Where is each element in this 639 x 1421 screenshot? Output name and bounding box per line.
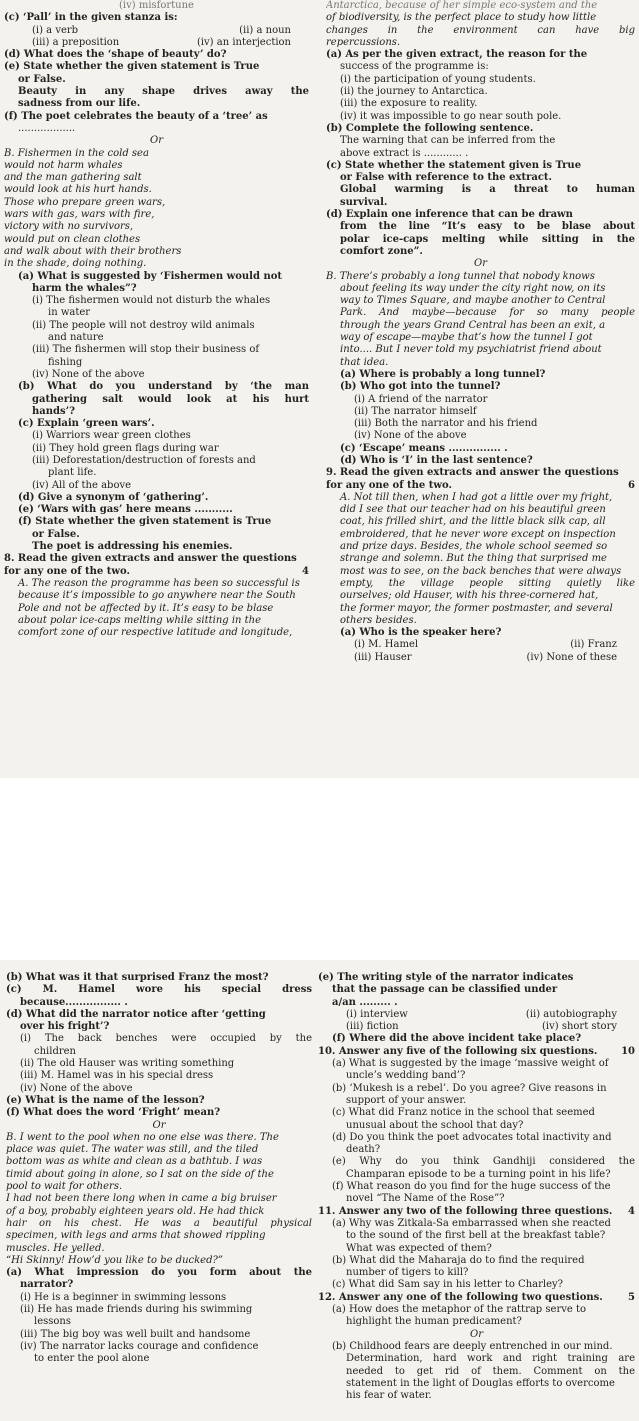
- text-line: (c) What did Franz notice in the school that seemed: [332, 1107, 595, 1119]
- text-line: I had not been there long when in came a big bruiser: [6, 1193, 277, 1205]
- text-line: (iii) The fishermen will stop their business of: [32, 344, 260, 356]
- text-line: (ii) the journey to Antarctica.: [340, 86, 488, 98]
- text-line: (d) Do you think the poet advocates total inactivity and: [332, 1131, 612, 1143]
- text-line: unusual about the school that day?: [346, 1119, 524, 1131]
- text-line: A. Not till then, when I had got a little over my fright,: [340, 491, 613, 503]
- question-heading-text: 8. Read the given extracts and answer the questions: [4, 553, 297, 565]
- text-line: (i) Warriors wear green clothes: [32, 430, 191, 442]
- text-line: Or: [150, 135, 163, 147]
- text-line: of a boy, probably eighteen years old. He had thick: [6, 1205, 265, 1217]
- page-gap: [0, 778, 639, 960]
- text-line: (a) What is suggested by ‘Fishermen would not: [18, 270, 283, 282]
- text-line: B. I went to the pool when no one else was there. The: [6, 1131, 279, 1143]
- text-line: (e) Why do you think Gandhiji considered the: [332, 1156, 635, 1168]
- option-text: (iv) None of these: [526, 651, 617, 663]
- option-text: (i) a verb: [32, 24, 79, 36]
- text-line: embroidered, that he never wore except on inspection: [340, 528, 616, 540]
- text-line: Champaran episode to be a turning point in his life?: [346, 1168, 611, 1180]
- text-line: would not harm whales: [4, 159, 123, 171]
- text-line: strange and solemn. But the thing that surprised me: [340, 553, 607, 565]
- text-line: (ii) He has made friends during his swimming: [20, 1304, 253, 1316]
- option-pair: [326, 652, 635, 664]
- text-line: polar ice-caps melting while sitting in the: [340, 233, 635, 245]
- text-line: (b) ‘Mukesh is a rebel’. Do you agree? Give reasons in: [332, 1082, 607, 1094]
- text-line: and nature: [48, 332, 104, 344]
- text-line: (i) He is a beginner in swimming lessons: [20, 1291, 227, 1303]
- text-line: (d) What did the narrator notice after ‘getting: [6, 1008, 266, 1020]
- text-line: (iii) M. Hamel was in his special dress: [20, 1070, 214, 1082]
- text-line: way of escape—maybe that’s how the tunnel I got: [340, 332, 593, 344]
- text-line: Determination, hard work and right training are: [346, 1353, 635, 1365]
- text-line: (iii) Deforestation/destruction of forests and: [32, 454, 256, 466]
- text-line: (a) What impression do you form about the: [6, 1267, 312, 1279]
- text-line: statement in the light of Douglas efforts to overcome: [346, 1377, 615, 1389]
- text-line: plant life.: [48, 467, 97, 479]
- question-heading: [326, 480, 635, 492]
- text-line: (a) Who is the speaker here?: [340, 627, 502, 639]
- left-column: [6, 972, 312, 1366]
- text-line: empty, the village people sitting quietly like: [340, 577, 635, 589]
- question-heading-text: 10. Answer any five of the following six questions.: [318, 1045, 598, 1057]
- text-line: Or: [470, 1328, 483, 1340]
- text-line: Those who prepare green wars,: [4, 196, 166, 208]
- text-line: his fear of water.: [346, 1390, 432, 1402]
- text-line: (e) The writing style of the narrator indicates: [318, 972, 574, 983]
- text-line: (d) Who is ‘I’ in the last sentence?: [340, 454, 533, 466]
- question-heading-text: 11. Answer any two of the following three questions.: [318, 1205, 613, 1217]
- text-line: death?: [346, 1144, 381, 1156]
- text-line: (iv) All of the above: [32, 479, 132, 491]
- text-line: others besides.: [340, 614, 417, 626]
- text-line: harm the whales”?: [32, 282, 137, 294]
- option-text: (i) interview: [346, 1008, 408, 1020]
- text-line: and the man gathering salt: [4, 172, 142, 184]
- text-line: B. Fishermen in the cold sea: [4, 147, 149, 159]
- text-line: A. The reason the programme has been so successful is: [18, 577, 300, 589]
- text-line: (iv) None of the above: [32, 368, 145, 380]
- text-line: (f) State whether the given statement is True: [18, 516, 272, 528]
- text-line: (f) What reason do you find for the huge success of the: [332, 1181, 611, 1193]
- text-line: pool to wait for others.: [6, 1181, 123, 1193]
- text-line: timid about going in alone, so I sat on the side of the: [6, 1168, 274, 1180]
- option-text: (iv) an interjection: [196, 36, 291, 48]
- text-line: uncle’s wedding band’?: [346, 1070, 466, 1082]
- text-line: comfort zone of our respective latitude and longitude,: [18, 627, 293, 639]
- text-line: Or: [474, 258, 487, 270]
- text-line: a/an ......... .: [332, 996, 398, 1008]
- text-line: (ii) The people will not destroy wild animals: [32, 319, 255, 331]
- text-line: (b) Childhood fears are deeply entrenched in our mind.: [332, 1340, 613, 1352]
- text-line: would put on clean clothes: [4, 233, 141, 245]
- marks-value: 5: [628, 1291, 635, 1303]
- text-line: gathering salt would look at his hurt: [32, 393, 309, 405]
- option-text: (ii) autobiography: [525, 1008, 617, 1020]
- text-line: (i) A friend of the narrator: [354, 393, 488, 405]
- option-pair: [318, 1009, 635, 1021]
- text-line: and prize days. Besides, the whole school seemed so: [340, 541, 608, 553]
- text-line: bottom was as white and clean as a bathtub. I was: [6, 1156, 263, 1168]
- text-line: What was expected of them?: [346, 1242, 492, 1254]
- text-line: that the passage can be classified under: [332, 984, 558, 996]
- text-line: (iv) misfortune: [119, 0, 194, 11]
- text-line: (i) The back benches were occupied by the: [20, 1033, 312, 1045]
- text-line: (a) What is suggested by the image ‘massive weight of: [332, 1058, 609, 1070]
- text-line: ourselves; old Hauser, with his three-cornered hat,: [340, 590, 599, 602]
- text-line: (b) What was it that surprised Franz the most?: [6, 972, 269, 983]
- text-line: (c) ‘Escape’ means ............... .: [340, 442, 508, 454]
- text-line: repercussions.: [326, 36, 401, 48]
- text-line: (iv) The narrator lacks courage and confidence: [20, 1340, 259, 1352]
- text-line: B. There’s probably a long tunnel that nobody knows: [326, 270, 595, 282]
- text-line: coat, his frilled shirt, and the little black silk cap, all: [340, 516, 606, 528]
- text-line: (i) the participation of young students.: [340, 73, 536, 85]
- marks-value: 6: [628, 479, 635, 491]
- option-pair: [4, 37, 309, 49]
- text-line: (ii) The narrator himself: [354, 405, 477, 417]
- text-line: (b) Complete the following sentence.: [326, 122, 534, 134]
- text-line: (a) As per the given extract, the reason for the: [326, 49, 588, 61]
- text-line: above extract is ............ .: [340, 147, 469, 159]
- text-line: sadness from our life.: [18, 98, 141, 110]
- text-line: (a) Where is probably a long tunnel?: [340, 368, 546, 380]
- option-text: (ii) Franz: [570, 639, 617, 651]
- marks-value: 4: [628, 1205, 635, 1217]
- text-line: (b) What did the Maharaja do to find the required: [332, 1254, 585, 1266]
- text-line: ..................: [18, 122, 76, 134]
- text-line: support of your answer.: [346, 1094, 467, 1106]
- text-line: because................ .: [20, 996, 128, 1008]
- text-line: Park. And maybe—because for so many people: [340, 307, 635, 319]
- text-line: Global warming is a threat to human: [340, 184, 635, 196]
- text-line: (c) ‘Pall’ in the given stanza is:: [4, 12, 178, 24]
- text-line: from the line “It’s easy to be blase about: [340, 221, 635, 233]
- text-line: (c) What did Sam say in his letter to Charley?: [332, 1279, 564, 1291]
- text-line: did I see that our teacher had on his beautiful green: [340, 504, 606, 516]
- question-heading-text: for any one of the two.: [326, 479, 452, 491]
- text-line: number of tigers to kill?: [346, 1267, 469, 1279]
- text-line: (f) What does the word ‘Fright’ mean?: [6, 1107, 221, 1119]
- option-text: (i) M. Hamel: [354, 639, 419, 651]
- text-line: because it’s impossible to go anywhere near the South: [18, 590, 296, 602]
- text-line: (b) What do you understand by ‘the man: [18, 381, 309, 393]
- text-line: (iv) it was impossible to go near south pole.: [340, 110, 562, 122]
- text-line: 9. Read the given extracts and answer the questions: [326, 467, 619, 479]
- text-line: (c) M. Hamel wore his special dress: [6, 984, 312, 996]
- option-text: (ii) a noun: [239, 24, 291, 36]
- text-line: in water: [48, 307, 91, 319]
- text-line: (d) Give a synonym of ‘gathering’.: [18, 491, 209, 503]
- question-heading-text: for any one of the two.: [4, 565, 130, 577]
- question-heading: [4, 566, 309, 578]
- text-line: (c) Explain ‘green wars’.: [18, 418, 155, 430]
- question-heading: [4, 553, 309, 565]
- text-line: over his fright’?: [20, 1021, 110, 1033]
- text-line: (e) ‘Wars with gas’ here means ...........: [18, 504, 233, 516]
- text-line: comfort zone”.: [340, 245, 423, 257]
- text-line: that idea.: [340, 356, 389, 368]
- question-heading: [318, 1292, 635, 1304]
- option-text: (iii) Hauser: [354, 651, 412, 663]
- text-line: about feeling its way under the city right now, on its: [340, 282, 606, 294]
- text-line: (d) Explain one inference that can be drawn: [326, 209, 573, 221]
- text-line: (f) Where did the above incident take place?: [332, 1033, 582, 1045]
- text-line: needed to get rid of them. Comment on the: [346, 1365, 635, 1377]
- left-column: [4, 0, 309, 639]
- text-line: Pole and not be affected by it. It’s easy to be blase: [18, 602, 274, 614]
- text-line: (a) Why was Zitkala-Sa embarrassed when she reacted: [332, 1217, 611, 1229]
- text-line: through the years Grand Central has been an exit, a: [340, 319, 606, 331]
- option-text: (iii) a preposition: [32, 36, 120, 48]
- text-line: and walk about with their brothers: [4, 245, 182, 257]
- text-line: Antarctica, because of her simple eco-system and the: [326, 0, 598, 11]
- text-line: (iv) None of the above: [20, 1082, 133, 1094]
- text-line: fishing: [48, 356, 83, 368]
- question-heading: [318, 1206, 635, 1218]
- text-line: specimen, with legs and arms that showed rippling: [6, 1230, 266, 1242]
- text-line: (d) What does the ‘shape of beauty’ do?: [4, 49, 227, 61]
- text-line: or False with reference to the extract.: [340, 172, 553, 184]
- text-line: Beauty in any shape drives away the: [18, 86, 309, 98]
- question-paper-page-bottom: [0, 960, 639, 1421]
- marks-value: 10: [621, 1045, 635, 1057]
- text-line: The warning that can be inferred from the: [340, 135, 556, 147]
- right-column: [326, 0, 635, 664]
- text-line: (iii) The big boy was well built and handsome: [20, 1328, 251, 1340]
- text-line: success of the programme is:: [340, 61, 489, 73]
- text-line: survival.: [340, 196, 388, 208]
- option-pair: [4, 25, 309, 37]
- text-line: (e) What is the name of the lesson?: [6, 1094, 205, 1106]
- option-pair: [326, 639, 635, 651]
- text-line: place was quiet. The water was still, and the tiled: [6, 1144, 259, 1156]
- text-line: changes in the environment can have big: [326, 24, 635, 36]
- text-line: to the sound of the first bell at the breakfast table?: [346, 1230, 606, 1242]
- text-line: (a) How does the metaphor of the rattrap serve to: [332, 1304, 587, 1316]
- question-heading: [318, 1046, 635, 1058]
- option-text: (iii) fiction: [346, 1021, 399, 1033]
- text-line: (b) Who got into the tunnel?: [340, 381, 501, 393]
- text-line: Or: [152, 1119, 166, 1131]
- text-line: (ii) They hold green flags during war: [32, 442, 219, 454]
- text-line: into.... But I never told my psychiatrist friend about: [340, 344, 602, 356]
- text-line: highlight the human predicament?: [346, 1316, 522, 1328]
- right-column: [318, 972, 635, 1402]
- option-text: (iv) short story: [542, 1021, 617, 1033]
- text-line: way to Times Square, and maybe another to Central: [340, 295, 606, 307]
- text-line: children: [34, 1045, 76, 1057]
- text-line: (ii) The old Hauser was writing something: [20, 1058, 235, 1070]
- text-line: (iii) the exposure to reality.: [340, 98, 478, 110]
- text-line: victory with no survivors,: [4, 221, 134, 233]
- text-line: (i) The fishermen would not disturb the whales: [32, 295, 271, 307]
- text-line: hands’?: [32, 405, 75, 417]
- text-line: hair on his chest. He was a beautiful physical: [6, 1217, 312, 1229]
- text-line: to enter the pool alone: [34, 1353, 150, 1365]
- text-line: (iv) None of the above: [354, 430, 467, 442]
- text-line: or False.: [18, 73, 66, 85]
- text-line: “Hi Skinny! How’d you like to be ducked?”: [6, 1254, 223, 1266]
- text-line: would look at his hurt hands.: [4, 184, 152, 196]
- marks-value: 4: [302, 565, 309, 577]
- text-line: narrator?: [20, 1279, 74, 1291]
- option-pair: [318, 1021, 635, 1033]
- text-line: or False.: [32, 528, 80, 540]
- text-line: the former mayor, the former postmaster, and several: [340, 602, 613, 614]
- text-line: of biodiversity, is the perfect place to study how little: [326, 12, 597, 24]
- text-line: about polar ice-caps melting while sitting in the: [18, 614, 262, 626]
- text-line: lessons: [34, 1316, 71, 1328]
- text-line: (f) The poet celebrates the beauty of a ‘tree’ as: [4, 110, 268, 122]
- question-heading-text: 12. Answer any one of the following two questions.: [318, 1291, 603, 1303]
- text-line: in the shade, doing nothing.: [4, 258, 147, 270]
- text-line: (iii) Both the narrator and his friend: [354, 418, 538, 430]
- text-line: The poet is addressing his enemies.: [32, 541, 233, 553]
- text-line: wars with gas, wars with fire,: [4, 209, 155, 221]
- text-line: (c) State whether the statement given is True: [326, 159, 582, 171]
- text-line: most was to see, on the back benches that were always: [340, 565, 622, 577]
- text-line: (e) State whether the given statement is True: [4, 61, 260, 73]
- text-line: muscles. He yelled.: [6, 1242, 105, 1254]
- text-line: novel “The Name of the Rose”?: [346, 1193, 505, 1205]
